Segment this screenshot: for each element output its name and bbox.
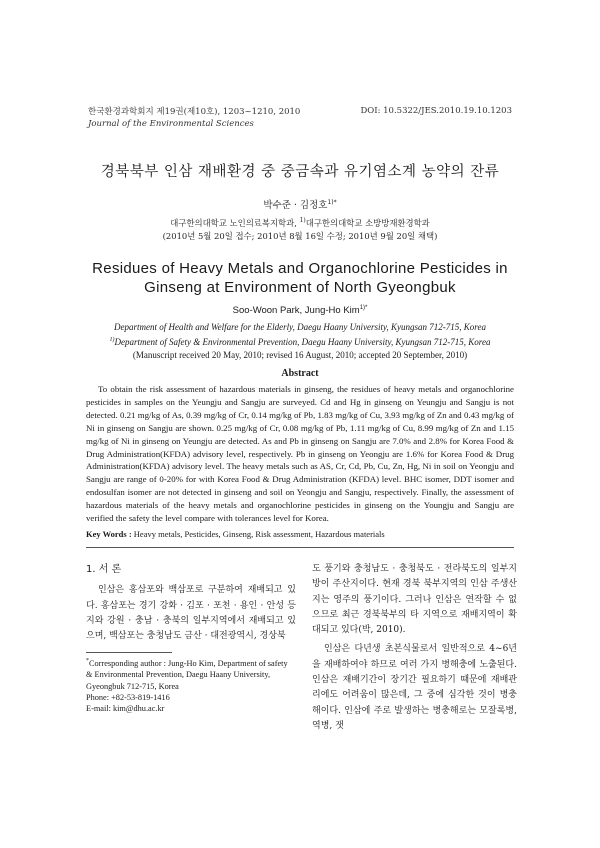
authors-english bbox=[0, 305, 600, 316]
intro-paragraph-2: 인삼은 다년생 초본식물로서 일반적으로 4~6년을 재배하여야 하므로 여러 가지 병해충에 노출된다. 인삼은 재배기간이 장기간 필요하기 때문에 재배관리에도 어려움이 많은데, 그 중에 심각한 것이 병충해이다. 인삼에 주로 발생하는 병충해로는 모잘록병, 역병, 잿 bbox=[312, 644, 517, 731]
authors-korean-sup: 1)* bbox=[327, 198, 337, 206]
affiliation-english-1: Department of Health and Welfare for the Elderly, Daegu Haany University, Kyungsan 712-715, Korea bbox=[114, 322, 486, 332]
authors-korean bbox=[0, 197, 600, 211]
title-english bbox=[60, 259, 540, 297]
affiliations-english bbox=[0, 321, 600, 362]
footnote-star: * bbox=[86, 658, 89, 664]
keywords bbox=[86, 529, 514, 539]
dates-korean: (2010년 5월 20일 접수; 2010년 8월 16일 수정; 2010년 9월 20일 채택) bbox=[162, 230, 438, 241]
abstract-heading: Abstract bbox=[281, 368, 319, 379]
footnote-rule bbox=[86, 652, 172, 653]
authors-korean-names: 박수준 · 김정호 bbox=[263, 200, 328, 211]
keywords-label: Key Words : bbox=[86, 529, 132, 539]
footnote-line-1 bbox=[86, 656, 298, 669]
journal-name-en: Journal of the Environmental Sciences bbox=[88, 119, 254, 129]
affiliation-korean-1: 대구한의대학교 노인의료복지학과, bbox=[170, 217, 297, 228]
affiliations-korean bbox=[0, 214, 600, 243]
column-right bbox=[312, 562, 517, 734]
section-divider bbox=[86, 547, 514, 548]
intro-paragraph-1: 인삼은 홍삼포와 백삼포로 구분하여 재배되고 있다. 홍삼포는 경기 강화 · 김포 · 포천 · 용인 · 안성 등지와 강원 · 충남 · 충북의 일부지역에서 재배되고 있으며, 백삼포는 충청남도 금산 · 대전광역시, 경상북 bbox=[86, 585, 296, 642]
affiliation-korean-sup: 1) bbox=[299, 217, 306, 224]
title-korean: 경북북부 인삼 재배환경 중 중금속과 유기염소계 농약의 잔류 bbox=[100, 164, 500, 180]
doi: DOI: 10.5322/JES.2010.19.10.1203 bbox=[360, 106, 512, 116]
journal-header bbox=[88, 106, 300, 130]
column-left bbox=[86, 562, 296, 644]
section-heading-introduction: 1. 서 론 bbox=[86, 564, 122, 575]
footnote-line-3: Gyeongbuk 712-715, Korea bbox=[86, 681, 179, 691]
footnote-email: E-mail: kim@dhu.ac.kr bbox=[86, 704, 165, 714]
journal-name-kr: 한국환경과학회지 제19권(제10호), 1203~1210, 2010 bbox=[88, 107, 301, 117]
keywords-text: Heavy metals, Pesticides, Ginseng, Risk assessment, Hazardous materials bbox=[131, 529, 385, 539]
authors-english-names: Soo-Woon Park, Jung-Ho Kim bbox=[232, 305, 360, 317]
authors-english-sup: 1)* bbox=[359, 305, 368, 311]
footnote-phone: Phone: +82-53-819-1416 bbox=[86, 692, 170, 702]
footnote bbox=[86, 656, 298, 715]
affiliation-english-2: Department of Safety & Environmental Prevention, Daegu Haany University, Kyungsan 712-715, Korea bbox=[114, 337, 491, 347]
affiliation-korean-2: 대구한의대학교 소방방재환경학과 bbox=[305, 217, 430, 228]
affiliation-english-sup: 1) bbox=[109, 337, 115, 343]
intro-paragraph-1-cont: 도 풍기와 충청남도 · 충청북도 · 전라북도의 일부지방이 주산지이다. 현재 경북 북부지역의 인삼 주생산지는 영주의 풍기이다. 그러나 인삼은 연작할 수 없으므로 최근 경북북부의 타 지역으로 재배지역이 확대되고 있다(박, 2010). bbox=[312, 564, 517, 636]
affiliation-english-2-line bbox=[0, 334, 600, 349]
footnote-line-2: & Environmental Prevention, Daegu Haany University, bbox=[86, 670, 271, 680]
title-english-line1: Residues of Heavy Metals and Organochlorine Pesticides in bbox=[92, 260, 508, 277]
affiliation-korean-line bbox=[0, 214, 600, 230]
title-english-line2: Ginseng at Environment of North Gyeongbuk bbox=[144, 279, 456, 296]
dates-english: (Manuscript received 20 May, 2010; revised 16 August, 2010; accepted 20 September, 2010) bbox=[132, 350, 468, 360]
footnote-author: Corresponding author : Jung-Ho Kim, Department of safety bbox=[89, 658, 288, 668]
abstract-body: To obtain the risk assessment of hazardous materials in ginseng, the residues of heavy metals and organochlorine pesticides in samples on the Yeungju and Sangju are surveyed. Cd and Hg in ginseng on Yeungju and Sangju is not detected. 0.21 mg/kg of As, 0.39 mg/kg of Cr, 0.14 mg/kg of Pb, 1.83 mg/kg of Cu, 3.93 mg/kg of Zn and 0.43 mg/kg of Ni in ginseng on Sangju are shown. 0.25 mg/kg of Cr, 0.08 mg/kg of Pb, 1.11 mg/kg of Cu, 8.99 mg/kg of Zn and 1.15 mg/kg of Ni in ginseng on Yeungju are detected. As and Pb in ginseng on Sangju are 7.0% and 2.8% for Korea Food & Drug Administration(KFDA) advisory level, respectively. Pb in ginseng on Yeongju are 1.6% for Korea Food & Drug Administration(KFDA) advisory level. The heavy metals such as AS, Cr, Cd, Pb, Cu, Zn, Hg, Ni in soil on Yeongju and Sangju are range of 0-20% for with Korea Food & Drug Administration (KFDA) level. BHC isomer, DDT isomer and endosulfan isomer are not detected in ginseng and soil on Yeongju and Sangju, respectively. Finally, the assessment of hazardous materials of the heavy metals and organochlorine pesticides in ginseng on the Youngju and Sangju are verified the safety the level compare with tolerances level for Korea. bbox=[86, 384, 514, 524]
